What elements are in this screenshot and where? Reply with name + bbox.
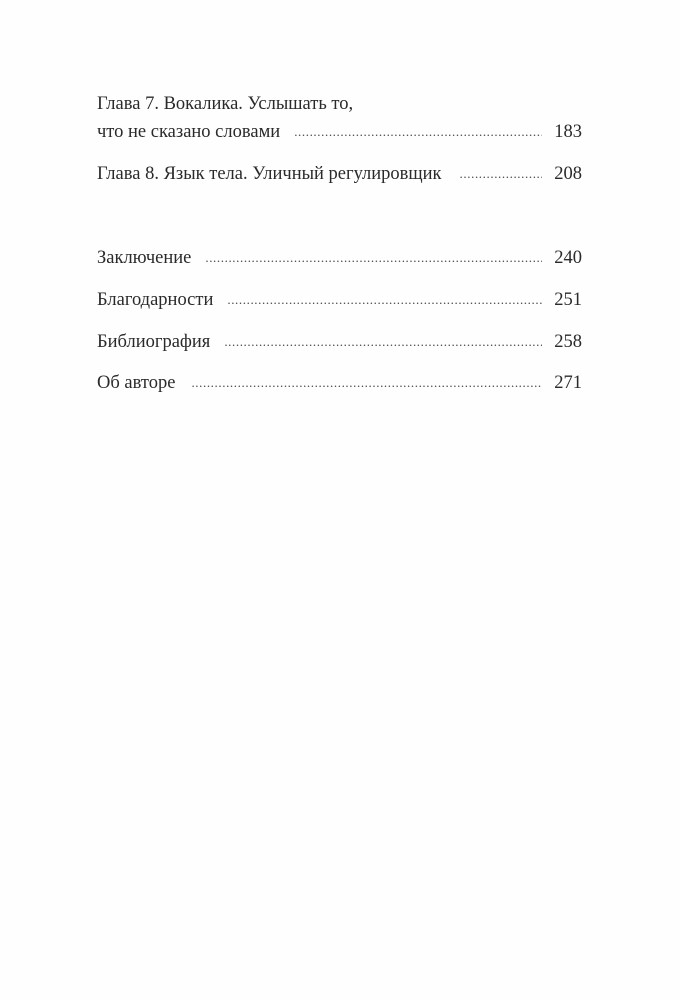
dot-leader: [205, 246, 542, 270]
toc-entry-title: Заключение: [97, 248, 192, 268]
toc-entry-title: Об авторе: [97, 373, 176, 393]
toc-entry-chapter-8[interactable]: [97, 162, 582, 186]
toc-page-number: 183: [554, 122, 582, 142]
toc-page-number: 208: [554, 164, 582, 184]
toc-entry-chapter-7-line-1: [97, 92, 582, 116]
dot-leader: [191, 371, 542, 395]
dot-leader: [227, 288, 542, 312]
dot-leader: [294, 120, 542, 144]
toc-entry-conclusion[interactable]: [97, 246, 582, 270]
toc-entry-title: что не сказано словами: [97, 122, 281, 142]
dot-leader: [224, 330, 542, 354]
toc-entry-bibliography[interactable]: [97, 330, 582, 354]
toc-entry-title: Глава 7. Вокалика. Услышать то,: [97, 94, 354, 114]
toc-page-number: 271: [554, 373, 582, 393]
toc-entry-title: Глава 8. Язык тела. Уличный регулировщик: [97, 164, 442, 184]
toc-page-number: 240: [554, 248, 582, 268]
dot-leader: [460, 162, 543, 186]
toc-entry-title: Благодарности: [97, 290, 214, 310]
toc-page-number: 258: [554, 332, 582, 352]
toc-page-number: 251: [554, 290, 582, 310]
toc-entry-chapter-7[interactable]: [97, 120, 582, 144]
toc-entry-about-author[interactable]: [97, 371, 582, 395]
toc-entry-acknowledgements[interactable]: [97, 288, 582, 312]
toc-entry-title: Библиография: [97, 332, 211, 352]
